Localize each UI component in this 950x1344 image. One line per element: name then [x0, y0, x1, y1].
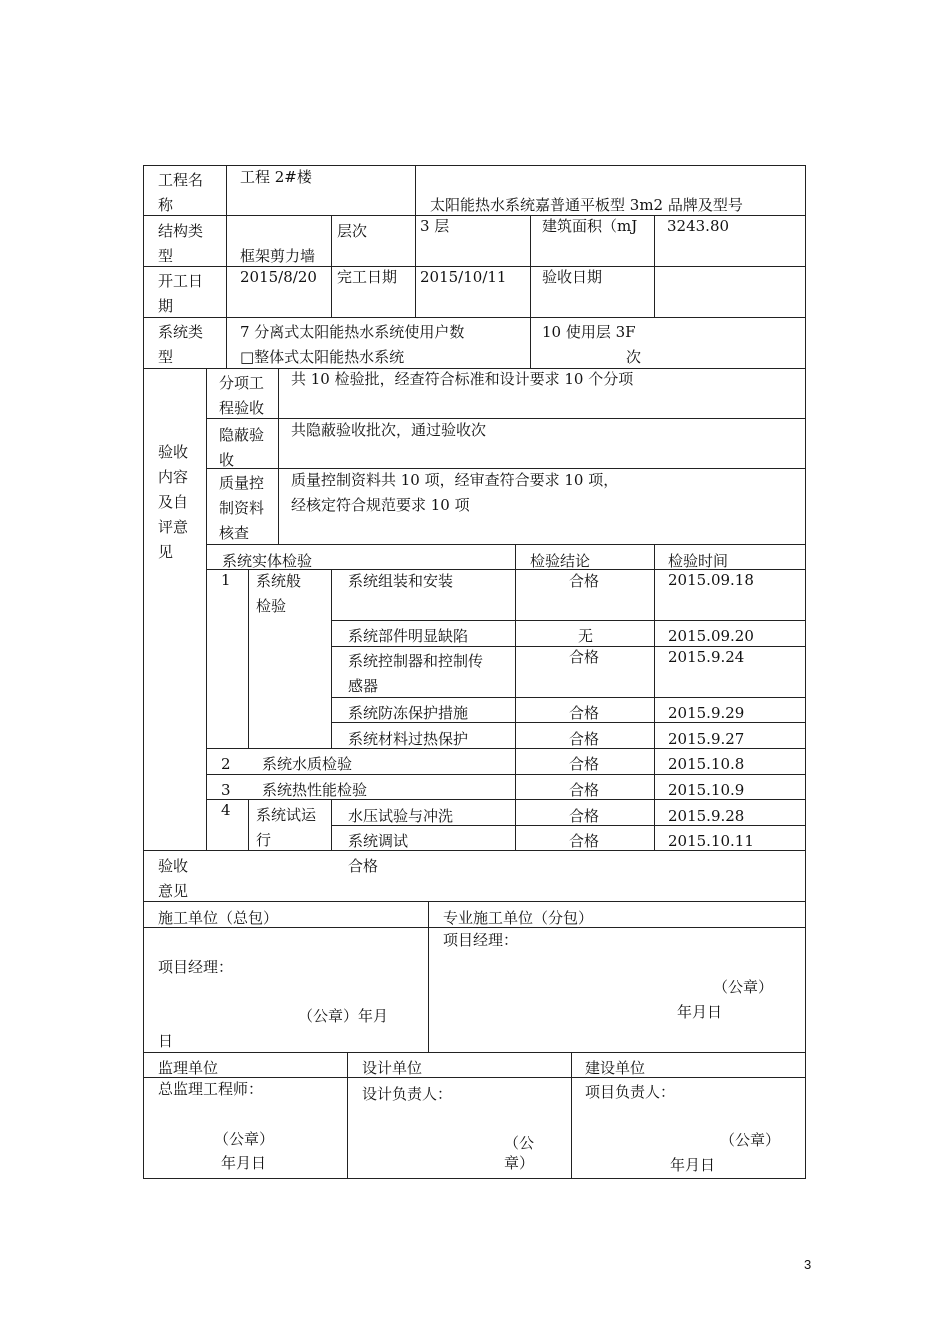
row-result: 合格: [569, 648, 600, 666]
row-result: 合格: [569, 755, 600, 773]
group-number: 1: [221, 571, 231, 589]
main-contractor-label: 施工单位（总包）: [158, 909, 279, 927]
system-type-line1: 7 分离式太阳能热水系统使用户数: [240, 323, 465, 341]
row-time: 2015.10.9: [668, 781, 745, 799]
quality-docs-text: 质量控制资料共 10 项，经审查符合要求 10 项，: [291, 471, 619, 489]
hidden-work-label: 隐蔽验: [219, 426, 265, 444]
row-time: 2015.9.29: [668, 704, 745, 722]
row-result: 合格: [569, 572, 600, 590]
opinion-label-2: 意见: [158, 882, 189, 900]
group-label: 检验: [256, 597, 287, 615]
supervisor-person: 总监理工程师：: [158, 1080, 264, 1098]
row-item: 系统热性能检验: [262, 781, 368, 799]
grid-line: [278, 368, 279, 544]
row-time: 2015.09.20: [668, 627, 754, 645]
grid-line: [428, 901, 429, 1052]
system-type-label: 系统类: [158, 323, 204, 341]
project-name-value: 工程 2#楼: [240, 168, 312, 186]
row-time: 2015.9.27: [668, 730, 745, 748]
sub-item-label: 分项工: [219, 374, 265, 392]
sub-date: 年月日: [677, 1003, 723, 1021]
main-seal: （公章）年月: [298, 1007, 389, 1025]
main-project-manager: 项目经理：: [158, 958, 234, 976]
main-day: 日: [158, 1032, 174, 1050]
row-item: 感器: [348, 677, 379, 695]
area-label: 建筑面积（mJ: [542, 217, 638, 235]
group-label: 系统试运: [256, 806, 317, 824]
start-date-label: 开工日: [158, 272, 204, 290]
owner-seal: （公章）: [720, 1131, 781, 1149]
group-number: 4: [221, 801, 231, 819]
grid-line: [347, 1052, 348, 1179]
row-time: 2015.10.8: [668, 755, 745, 773]
owner-person: 项目负责人：: [585, 1083, 676, 1101]
design-seal-2: 章）: [504, 1154, 535, 1172]
row-item: 系统调试: [348, 832, 409, 850]
sub-seal: （公章）: [713, 978, 774, 996]
opinion-label: 验收: [158, 857, 189, 875]
quality-docs-label: 核查: [219, 524, 250, 542]
grid-line: [143, 901, 806, 902]
acceptance-side-label: 评意: [158, 518, 189, 536]
inspection-header-item: 系统实体检验: [222, 552, 313, 570]
row-result: 合格: [569, 781, 600, 799]
row-result: 合格: [569, 807, 600, 825]
grid-line: [654, 215, 655, 317]
row-result: 合格: [569, 704, 600, 722]
finish-date-label: 完工日期: [337, 268, 398, 286]
start-date-label-2: 期: [158, 297, 174, 315]
hidden-work-label: 收: [219, 451, 235, 469]
usage-times: 次: [626, 348, 642, 366]
acceptance-side-label: 及自: [158, 493, 189, 511]
row-time: 2015.10.11: [668, 832, 754, 850]
users-count: 10 使用层 3F: [542, 323, 636, 341]
group-number: 2: [221, 755, 231, 773]
row-time: 2015.9.24: [668, 648, 745, 666]
grid-line: [248, 799, 249, 850]
row-result: 合格: [569, 832, 600, 850]
group-label: 行: [256, 831, 272, 849]
accept-date-label: 验收日期: [542, 268, 603, 286]
supervisor-label: 监理单位: [158, 1059, 219, 1077]
system-type-line2: □整体式太阳能热水系统: [240, 348, 405, 366]
area-value: 3243.80: [667, 217, 730, 235]
opinion-value: 合格: [348, 857, 379, 875]
grid-line: [331, 215, 332, 317]
row-time: 2015.09.18: [668, 571, 754, 589]
inspection-header-time: 检验时间: [668, 552, 729, 570]
row-item: 系统组装和安装: [348, 572, 454, 590]
quality-docs-label: 制资料: [219, 499, 265, 517]
quality-docs-label: 质量控: [219, 474, 265, 492]
quality-docs-text: 经核定符合规范要求 10 项: [291, 496, 470, 514]
row-item: 系统控制器和控制传: [348, 652, 484, 670]
row-item: 水压试验与冲洗: [348, 807, 454, 825]
grid-line: [415, 165, 416, 317]
row-result: 无: [578, 627, 594, 645]
grid-line: [206, 368, 207, 850]
grid-line: [530, 215, 531, 368]
group-number: 3: [221, 781, 231, 799]
project-name-label: 工程名: [158, 171, 204, 189]
structure-value: 框架剪力墙: [240, 247, 316, 265]
table-border-bottom: [143, 1178, 806, 1179]
row-item: 系统水质检验: [262, 755, 353, 773]
acceptance-side-label: 验收: [158, 443, 189, 461]
structure-label: 结构类: [158, 222, 204, 240]
supervisor-seal: （公章）: [214, 1130, 275, 1148]
row-item: 系统部件明显缺陷: [348, 627, 469, 645]
row-item: 系统材料过热保护: [348, 730, 469, 748]
supervisor-date: 年月日: [221, 1154, 267, 1172]
grid-line: [331, 620, 806, 621]
grid-line: [143, 317, 806, 318]
sub-item-text: 共 10 检验批，经查符合标准和设计要求 10 个分项: [291, 370, 634, 388]
finish-date-value: 2015/10/11: [420, 268, 507, 286]
grid-line: [571, 1052, 572, 1179]
row-result: 合格: [569, 730, 600, 748]
acceptance-side-label: 见: [158, 543, 174, 561]
grid-line: [248, 569, 249, 748]
grid-line: [331, 697, 806, 698]
sub-project-manager: 项目经理：: [443, 931, 519, 949]
inspection-header-result: 检验结论: [530, 552, 591, 570]
system-type-label-2: 型: [158, 348, 174, 366]
row-item: 系统防冻保护措施: [348, 704, 469, 722]
sub-contractor-label: 专业施工单位（分包）: [443, 909, 594, 927]
hidden-work-text: 共隐蔽验收批次，通过验收次: [291, 421, 487, 439]
sub-item-label: 程验收: [219, 399, 265, 417]
owner-date: 年月日: [670, 1156, 716, 1174]
group-label: 系统般: [256, 572, 302, 590]
design-seal: （公: [504, 1134, 535, 1152]
owner-label: 建设单位: [585, 1059, 646, 1077]
grid-line: [143, 1052, 806, 1053]
grid-line: [206, 544, 806, 545]
page-number: 3: [804, 1257, 812, 1272]
design-person: 设计负责人：: [362, 1085, 453, 1103]
project-name-label-2: 称: [158, 196, 174, 214]
start-date-value: 2015/8/20: [240, 268, 317, 286]
row-time: 2015.9.28: [668, 807, 745, 825]
brand-model-text: 太阳能热水系统嘉普通平板型 3m2 品牌及型号: [430, 196, 743, 214]
structure-label-2: 型: [158, 247, 174, 265]
floor-value: 3 层: [420, 217, 450, 235]
grid-line: [226, 165, 227, 368]
design-label: 设计单位: [362, 1059, 423, 1077]
floor-label: 层次: [337, 222, 368, 240]
acceptance-side-label: 内容: [158, 468, 189, 486]
